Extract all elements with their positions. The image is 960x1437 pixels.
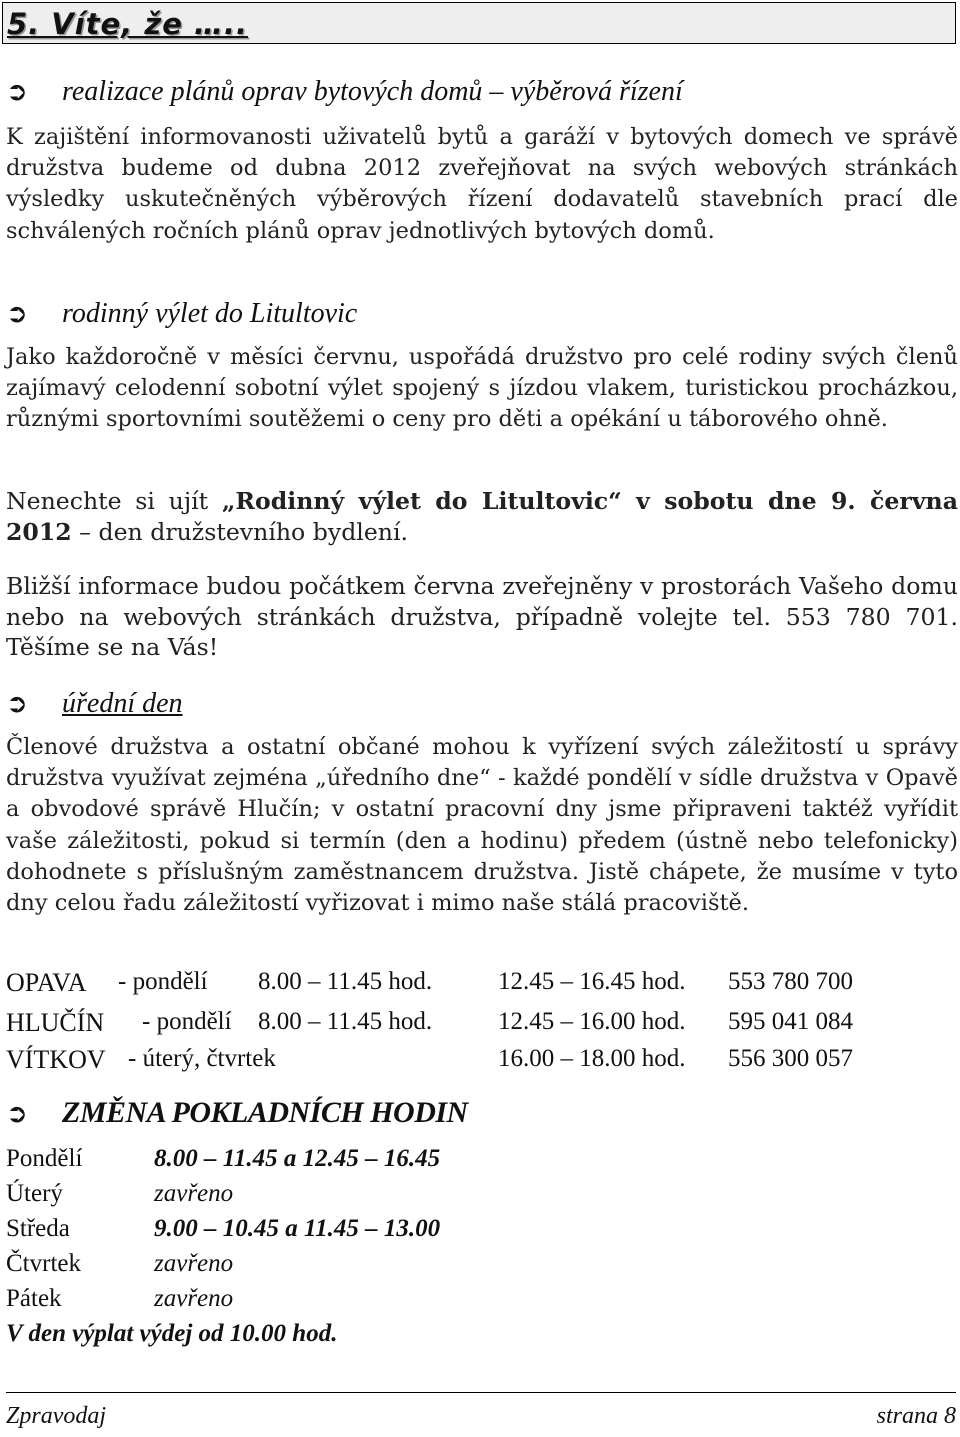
footer-publication: Zpravodaj bbox=[6, 1403, 107, 1429]
section-body-office-day: Členové družstva a ostatní občané mohou k vyřízení svých záležitostí u správy družstva využívat zejména „úředního dne“ - každé pondělí v sídle družstva v Opavě a obvodové správě Hlučín; v ostatní pracovní dny jsme připraveni taktéž vyřídit vaše záležitosti, pokud si termín (den a hodinu) předem (ústně nebo telefonicky) dohodnete s příslušným zaměstnancem družstva. Jistě chápete, že musíme v tyto dny celou řadu záležitostí vyřizovat i mimo naše stálá pracoviště. bbox=[6, 734, 958, 917]
section-heading-text: realizace plánů oprav bytových domů – výběrová řízení bbox=[62, 76, 683, 107]
invite-event: „Rodinný výlet do Litultovic“ bbox=[221, 487, 622, 515]
cash-day: Úterý bbox=[6, 1180, 63, 1207]
invite-lead: Nenechte si ujít bbox=[6, 487, 222, 515]
office-name: VÍTKOV bbox=[6, 1045, 106, 1074]
cash-hours-row bbox=[6, 1285, 706, 1319]
office-hours-row bbox=[6, 1045, 946, 1083]
cash-hours: 8.00 – 11.45 a 12.45 – 16.45 bbox=[154, 1145, 441, 1172]
office-phone: 595 041 084 bbox=[728, 1008, 853, 1035]
office-afternoon-hours: 12.45 – 16.45 hod. bbox=[498, 968, 686, 995]
cash-hours: zavřeno bbox=[154, 1285, 234, 1312]
cash-hours: zavřeno bbox=[154, 1180, 234, 1207]
invite-date: června 2012 bbox=[6, 487, 958, 546]
office-afternoon-hours: 16.00 – 18.00 hod. bbox=[498, 1045, 686, 1072]
office-day: - pondělí bbox=[142, 1008, 232, 1035]
cash-hours-row bbox=[6, 1250, 706, 1284]
arrow-bullet-icon: ➲ bbox=[6, 689, 28, 719]
arrow-bullet-icon: ➲ bbox=[6, 77, 28, 107]
cash-hours-row bbox=[6, 1180, 706, 1214]
office-day: - pondělí bbox=[118, 968, 208, 995]
arrow-bullet-icon: ➲ bbox=[6, 1099, 28, 1129]
footer-divider bbox=[6, 1392, 956, 1393]
cash-day: Pondělí bbox=[6, 1145, 83, 1172]
cash-day: Čtvrtek bbox=[6, 1250, 81, 1277]
office-morning-hours: 8.00 – 11.45 hod. bbox=[258, 968, 433, 995]
cash-hours: 9.00 – 10.45 a 11.45 – 13.00 bbox=[154, 1215, 441, 1242]
invite-tail: – den družstevního bydlení. bbox=[71, 517, 409, 546]
footer-page-number: strana 8 bbox=[876, 1403, 956, 1429]
arrow-bullet-icon: ➲ bbox=[6, 299, 28, 329]
office-phone: 553 780 700 bbox=[728, 968, 853, 995]
office-name: HLUČÍN bbox=[6, 1008, 105, 1037]
trip-info: Bližší informace budou počátkem června zveřejněny v prostorách Vašeho domu nebo na webových stránkách družstva, případně volejte tel. 553 780 701. Těšíme se na Vás! bbox=[6, 572, 958, 661]
page-title: 5. Víte, že ….. bbox=[7, 7, 248, 41]
office-hours-row bbox=[6, 1008, 946, 1046]
page-header bbox=[2, 2, 956, 44]
office-hours-row bbox=[6, 968, 946, 1006]
cash-day: Středa bbox=[6, 1215, 70, 1242]
section-heading-cash-desk bbox=[6, 1096, 468, 1130]
section-heading-tenders bbox=[6, 76, 683, 108]
section-heading-trip bbox=[6, 298, 357, 330]
section-body-tenders: K zajištění informovanosti uživatelů bytů a garáží v bytových domech ve správě družstva budeme od dubna 2012 zveřejňovat na svých webových stránkách výsledky uskutečněných výběrových řízení dodavatelů stavebních prací dle schválených ročních plánů oprav jednotlivých bytových domů. bbox=[6, 124, 958, 244]
cash-day: Pátek bbox=[6, 1285, 62, 1312]
cash-hours-row bbox=[6, 1215, 706, 1249]
section-heading-text: rodinný výlet do Litultovic bbox=[62, 298, 358, 329]
office-phone: 556 300 057 bbox=[728, 1045, 853, 1072]
cash-hours-row bbox=[6, 1145, 706, 1179]
trip-invitation bbox=[6, 486, 958, 547]
section-heading-text: ZMĚNA POKLADNÍCH HODIN bbox=[62, 1096, 468, 1129]
payout-note: V den výplat výdej od 10.00 hod. bbox=[6, 1320, 338, 1347]
cash-hours: zavřeno bbox=[154, 1250, 234, 1277]
section-heading-office-day bbox=[6, 688, 183, 720]
office-morning-hours: 8.00 – 11.45 hod. bbox=[258, 1008, 433, 1035]
invite-mid: v sobotu dne 9. bbox=[621, 487, 871, 515]
office-name: OPAVA bbox=[6, 968, 87, 997]
office-day: - úterý, čtvrtek bbox=[128, 1045, 276, 1072]
office-afternoon-hours: 12.45 – 16.00 hod. bbox=[498, 1008, 686, 1035]
section-body-trip: Jako každoročně v měsíci červnu, uspořádá družstvo pro celé rodiny svých členů zajímavý celodenní sobotní výlet spojený s jízdou vlakem, turistickou procházkou, různými sportovními soutěžemi o ceny pro děti a opékání u táborového ohně. bbox=[6, 344, 958, 433]
section-heading-text: úřední den bbox=[62, 688, 183, 719]
